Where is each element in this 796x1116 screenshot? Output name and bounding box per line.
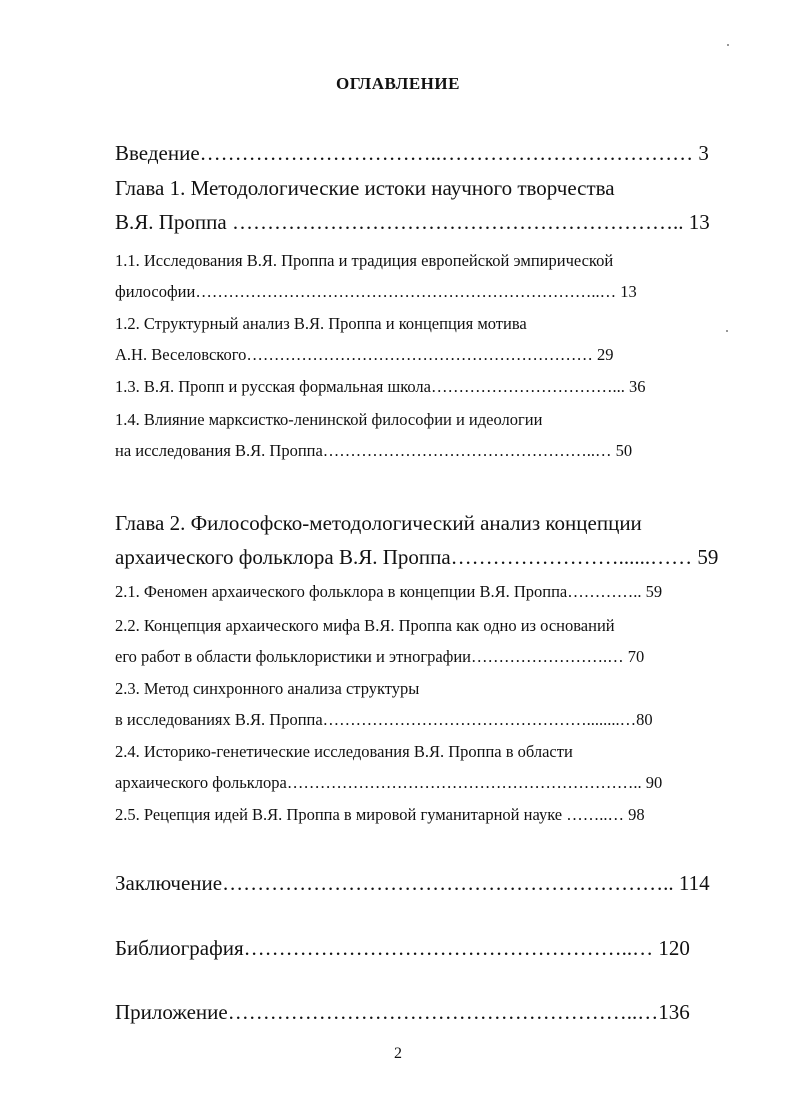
toc-section-1-1-line-1: 1.1. Исследования В.Я. Проппа и традиция европейской эмпирической <box>115 251 614 270</box>
toc-section-2-1: 2.1. Феномен архаического фольклора в концепции В.Я. Проппа………….. 59 <box>115 582 663 601</box>
toc-section-2-2-line-2: его работ в области фольклористики и этнографии…………………….… 70 <box>115 647 645 666</box>
toc-section-1-2-line-1: 1.2. Структурный анализ В.Я. Проппа и концепция мотива <box>115 314 527 333</box>
toc-section-1-3: 1.3. В.Я. Пропп и русская формальная школа……………………………... 36 <box>115 377 646 396</box>
toc-appendix: Приложение…………………………………………………..…136 <box>115 1000 690 1024</box>
page-title: ОГЛАВЛЕНИЕ <box>336 74 460 93</box>
toc-intro: Введение……………………………..……………………………… 3 <box>115 141 709 165</box>
toc-section-2-3-line-1: 2.3. Метод синхронного анализа структуры <box>115 679 420 698</box>
toc-bibliography: Библиография………………………………………………..… 120 <box>115 936 690 960</box>
toc-section-1-1-line-2: философии………………………………………………………………..… 13 <box>115 282 637 301</box>
scan-speck <box>726 330 728 332</box>
toc-chapter-1-line-1: Глава 1. Методологические истоки научного творчества <box>115 176 615 200</box>
toc-section-2-5: 2.5. Рецепция идей В.Я. Проппа в мировой гуманитарной науке ……..… 98 <box>115 805 645 824</box>
toc-section-1-4-line-1: 1.4. Влияние марксистко-ленинской философии и идеологии <box>115 410 543 429</box>
page-number: 2 <box>394 1045 402 1062</box>
toc-chapter-2-line-2: архаического фольклора В.Я. Проппа……………………......…… 59 <box>115 545 719 569</box>
toc-section-2-4-line-2: архаического фольклора……………………………………………………….. 90 <box>115 773 663 792</box>
scan-speck <box>727 44 729 46</box>
toc-conclusion: Заключение……………………………………………………….. 114 <box>115 871 710 895</box>
toc-section-2-2-line-1: 2.2. Концепция архаического мифа В.Я. Проппа как одно из оснований <box>115 616 615 635</box>
toc-chapter-2-line-1: Глава 2. Философско-методологический анализ концепции <box>115 511 642 535</box>
toc-chapter-1-line-2: В.Я. Проппа ……………………………………………………….. 13 <box>115 210 710 234</box>
toc-section-2-3-line-2: в исследованиях В.Я. Проппа…………………………………………........…80 <box>115 710 653 729</box>
toc-section-1-2-line-2: А.Н. Веселовского……………………………………………………… 29 <box>115 345 614 364</box>
toc-section-2-4-line-1: 2.4. Историко-генетические исследования В.Я. Проппа в области <box>115 742 573 761</box>
toc-section-1-4-line-2: на исследования В.Я. Проппа…………………………………………..… 50 <box>115 441 633 460</box>
